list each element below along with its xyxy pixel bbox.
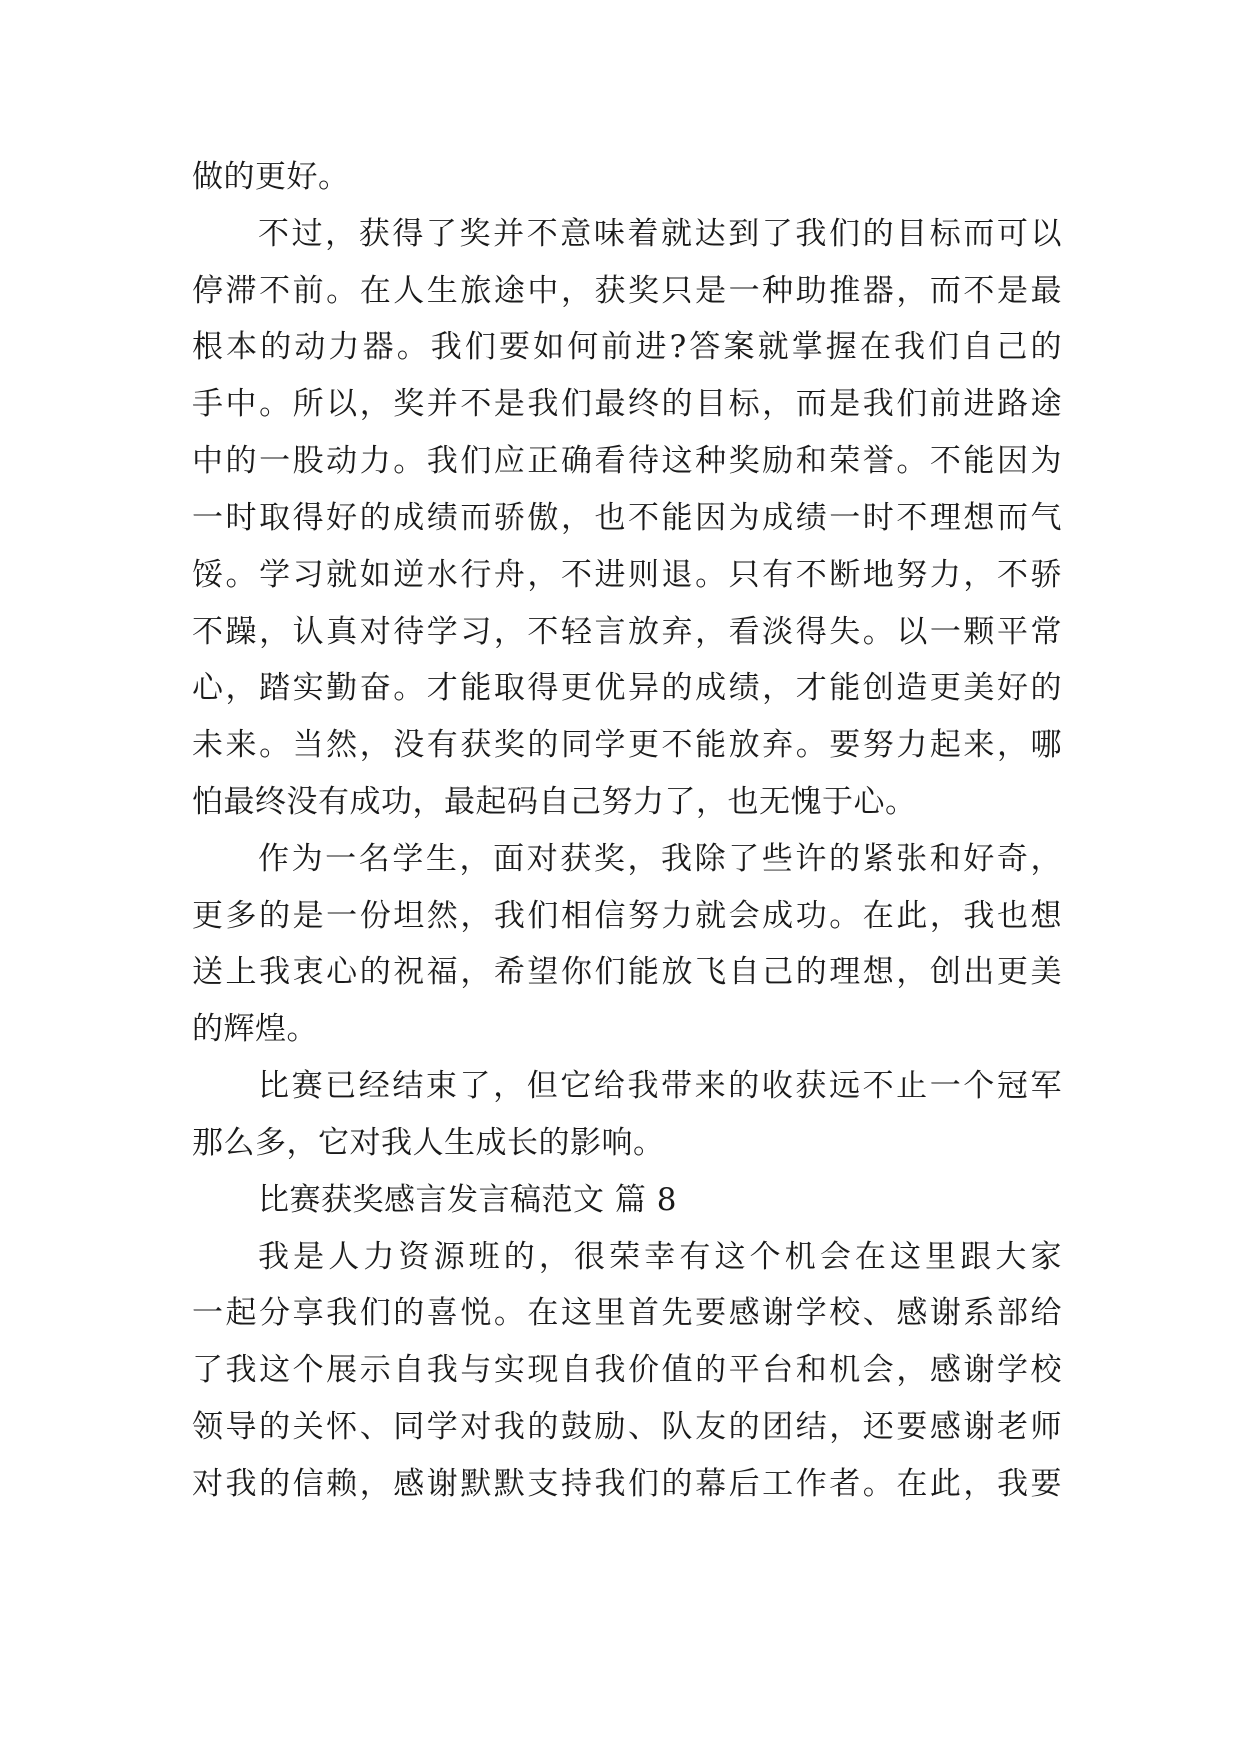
paragraph-line: 做的更好。 xyxy=(192,159,350,195)
paragraph-line: 更多的是一份坦然，我们相信努力就会成功。在此，我也想 xyxy=(192,898,1062,934)
paragraph-line: 一时取得好的成绩而骄傲，也不能因为成绩一时不理想而气 xyxy=(192,500,1062,536)
paragraph-line: 心，踏实勤奋。才能取得更优异的成绩，才能创造更美好的 xyxy=(192,670,1062,706)
paragraph-line: 送上我衷心的祝福，希望你们能放飞自己的理想，创出更美 xyxy=(192,954,1062,990)
paragraph-line: 未来。当然，没有获奖的同学更不能放弃。要努力起来，哪 xyxy=(192,727,1062,763)
paragraph-line: 对我的信赖，感谢默默支持我们的幕后工作者。在此，我要 xyxy=(192,1466,1062,1502)
section-heading: 比赛获奖感言发言稿范文 篇 8 xyxy=(258,1182,677,1218)
paragraph-line: 怕最终没有成功，最起码自己努力了，也无愧于心。 xyxy=(192,784,917,820)
paragraph-line: 一起分享我们的喜悦。在这里首先要感谢学校、感谢系部给 xyxy=(192,1295,1062,1331)
paragraph-line: 馁。学习就如逆水行舟，不进则退。只有不断地努力，不骄 xyxy=(192,557,1062,593)
paragraph-line: 领导的关怀、同学对我的鼓励、队友的团结，还要感谢老师 xyxy=(192,1409,1062,1445)
paragraph-line: 中的一股动力。我们应正确看待这种奖励和荣誉。不能因为 xyxy=(192,443,1062,479)
paragraph-line: 不躁，认真对待学习，不轻言放弃，看淡得失。以一颗平常 xyxy=(192,614,1062,650)
paragraph-line: 作为一名学生，面对获奖，我除了些许的紧张和好奇， xyxy=(258,841,1062,877)
paragraph-line: 我是人力资源班的，很荣幸有这个机会在这里跟大家 xyxy=(258,1239,1062,1275)
paragraph-line: 那么多，它对我人生成长的影响。 xyxy=(192,1125,665,1161)
paragraph-line: 的辉煌。 xyxy=(192,1011,318,1047)
paragraph-line: 不过，获得了奖并不意味着就达到了我们的目标而可以 xyxy=(258,216,1062,252)
paragraph-line: 根本的动力器。我们要如何前进?答案就掌握在我们自己的 xyxy=(192,329,1062,365)
paragraph-line: 停滞不前。在人生旅途中，获奖只是一种助推器，而不是最 xyxy=(192,273,1062,309)
paragraph-line: 了我这个展示自我与实现自我价值的平台和机会，感谢学校 xyxy=(192,1352,1062,1388)
paragraph-line: 比赛已经结束了，但它给我带来的收获远不止一个冠军 xyxy=(258,1068,1062,1104)
paragraph-line: 手中。所以，奖并不是我们最终的目标，而是我们前进路途 xyxy=(192,386,1062,422)
